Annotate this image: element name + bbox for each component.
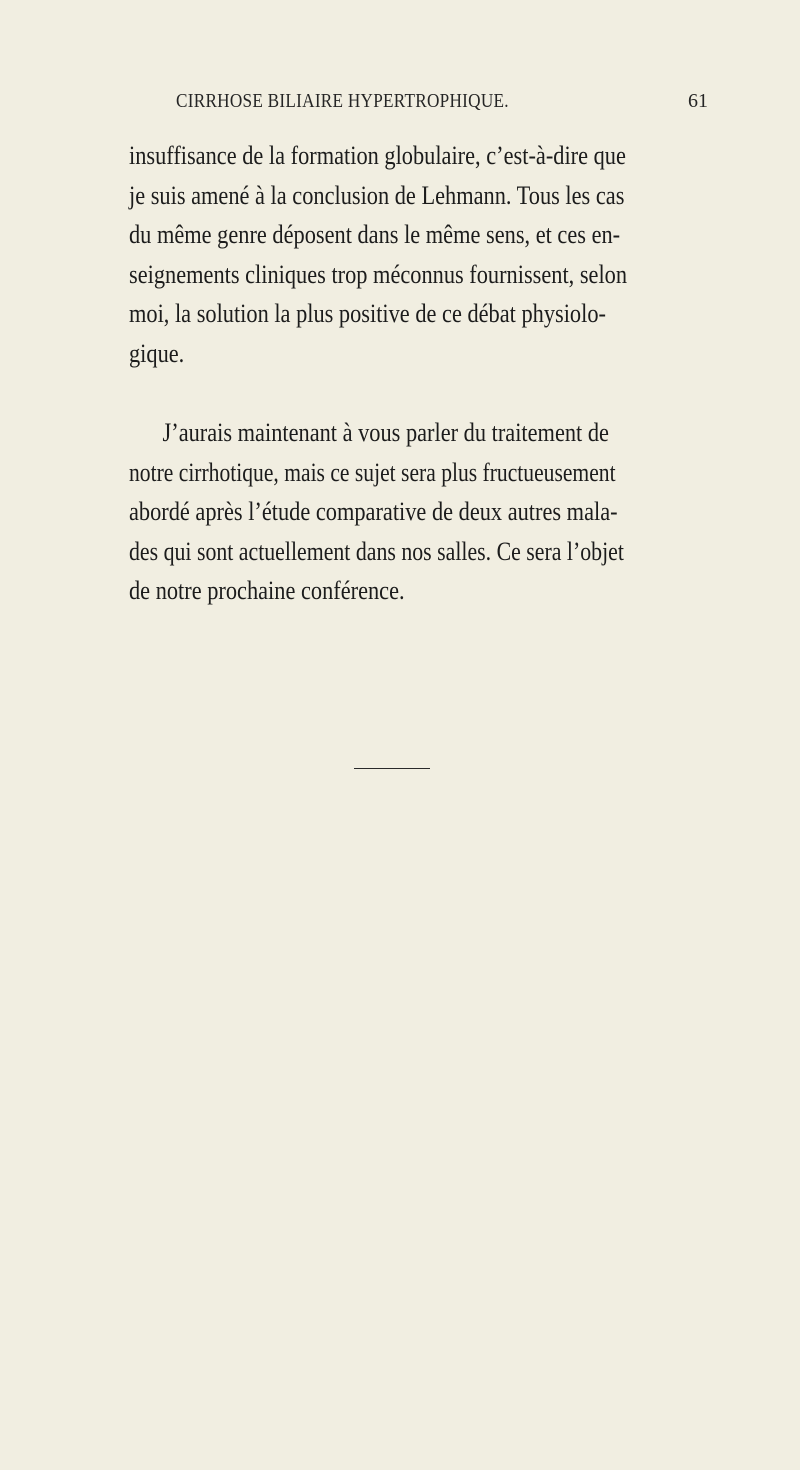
paragraph <box>129 413 709 611</box>
paragraph-spacer <box>129 373 709 413</box>
text-line: de notre prochaine conférence. <box>129 576 405 605</box>
text-line: insuffisance de la formation globulaire, c’est-à-dire que <box>129 141 626 170</box>
running-header <box>128 90 708 118</box>
text-line: gique. <box>129 338 185 368</box>
text-line: moi, la solution la plus positive de ce débat physiolo- <box>129 299 606 328</box>
page-number: 61 <box>688 90 708 112</box>
paragraph <box>129 136 709 373</box>
running-title: CIRRHOSE BILIAIRE HYPERTROPHIQUE. <box>176 90 509 112</box>
text-line: des qui sont actuellement dans nos salles. Ce sera l’objet <box>129 536 624 566</box>
text-line: du même genre déposent dans le même sens, et ces en- <box>129 220 621 249</box>
end-rule <box>354 768 430 769</box>
text-line: J’aurais maintenant à vous parler du traitement de <box>162 418 609 447</box>
text-line: je suis amené à la conclusion de Lehmann. Tous les cas <box>129 180 625 210</box>
text-line: seignements cliniques trop méconnus fournissent, selon <box>129 259 628 289</box>
text-line: notre cirrhotique, mais ce sujet sera plus fructueusement <box>129 457 616 487</box>
text-line: abordé après l’étude comparative de deux autres mala- <box>129 497 618 526</box>
body-text <box>129 136 709 611</box>
